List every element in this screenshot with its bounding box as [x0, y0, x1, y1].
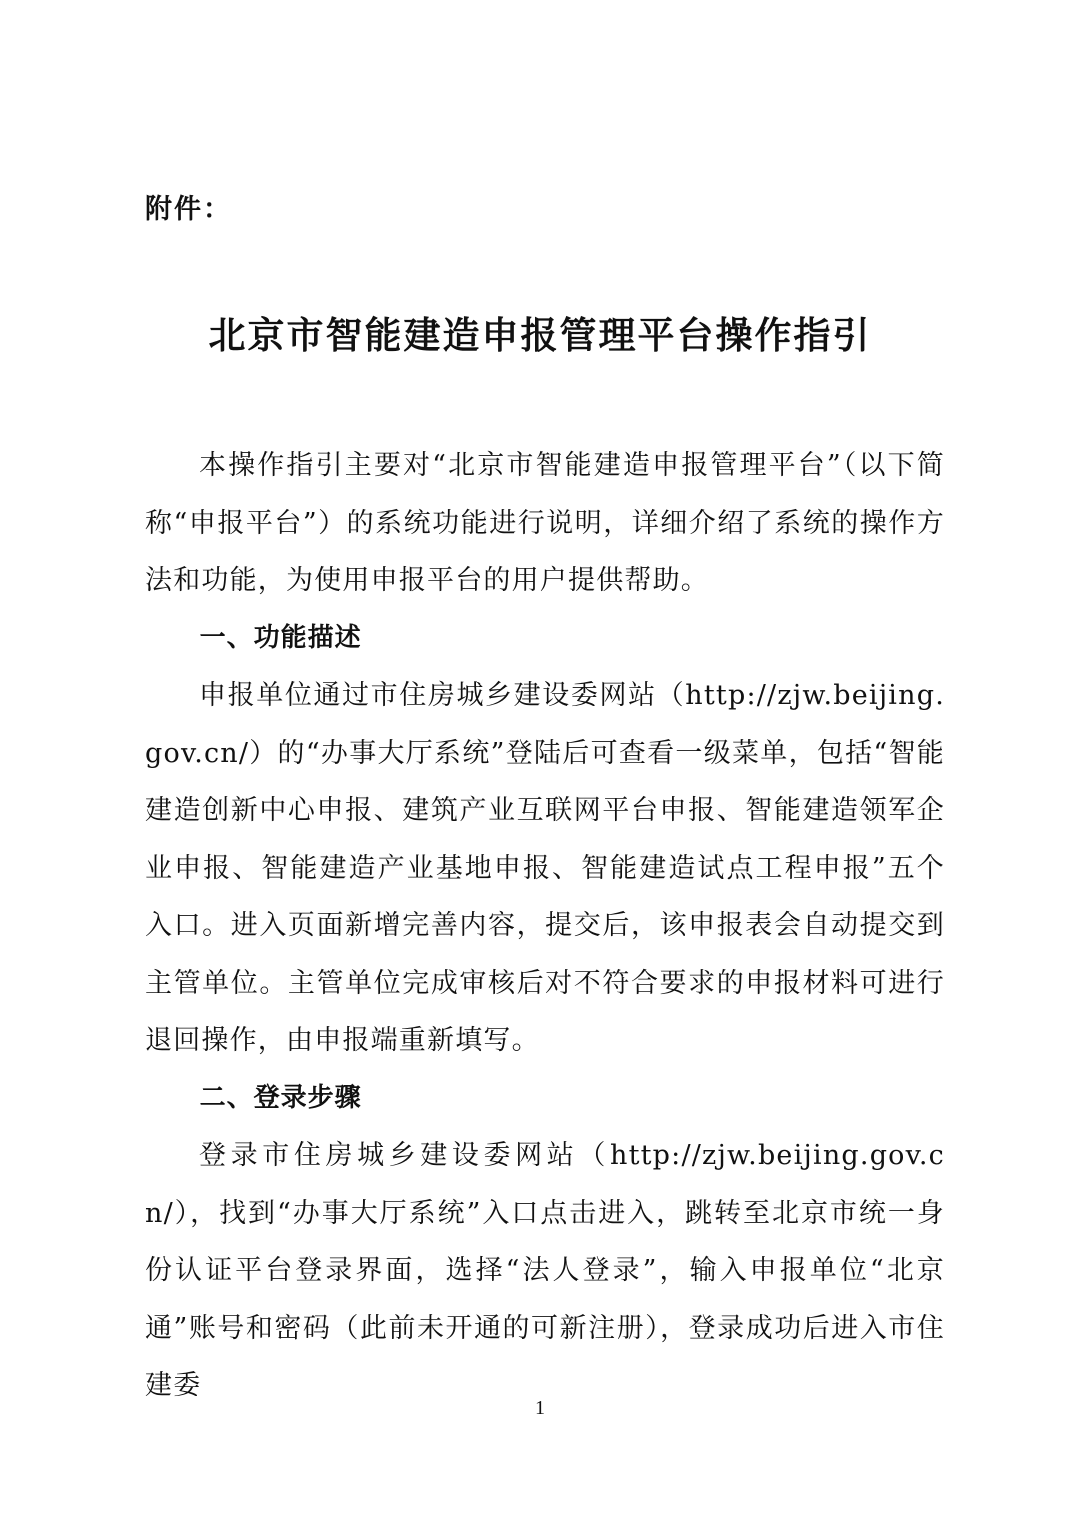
page-number: 1 — [535, 1397, 545, 1419]
intro-paragraph: 本操作指引主要对“北京市智能建造申报管理平台”（以下简称“申报平台”）的系统功能进行说明，详细介绍了系统的操作方法和功能，为使用申报平台的用户提供帮助。 — [145, 450, 945, 596]
section-paragraph-function-description: 申报单位通过市住房城乡建设委网站（http://zjw.beijing.gov.cn/）的“办事大厅系统”登陆后可查看一级菜单，包括“智能建造创新中心申报、建筑产业互联网平台申报、智能建造领军企业申报、智能建造产业基地申报、智能建造试点工程申报”五个入口。进入页面新增完善内容，提交后，该申报表会自动提交到主管单位。主管单位完成审核后对不符合要求的申报材料可进行退回操作，由申报端重新填写。 — [145, 680, 945, 1056]
section-heading-login-steps: 二、登录步骤 — [199, 1082, 362, 1113]
document-body — [145, 437, 945, 1415]
document-title: 北京市智能建造申报管理平台操作指引 — [208, 314, 872, 357]
attachment-label: 附件： — [145, 194, 232, 225]
section-heading-function-description: 一、功能描述 — [199, 622, 362, 653]
section-paragraph-login-steps: 登录市住房城乡建设委网站（http://zjw.beijing.gov.cn/），找到“办事大厅系统”入口点击进入，跳转至北京市统一身份认证平台登录界面，选择“法人登录”，输入申报单位“北京通”账号和密码（此前未开通的可新注册），登录成功后进入市住建委 — [145, 1140, 945, 1401]
